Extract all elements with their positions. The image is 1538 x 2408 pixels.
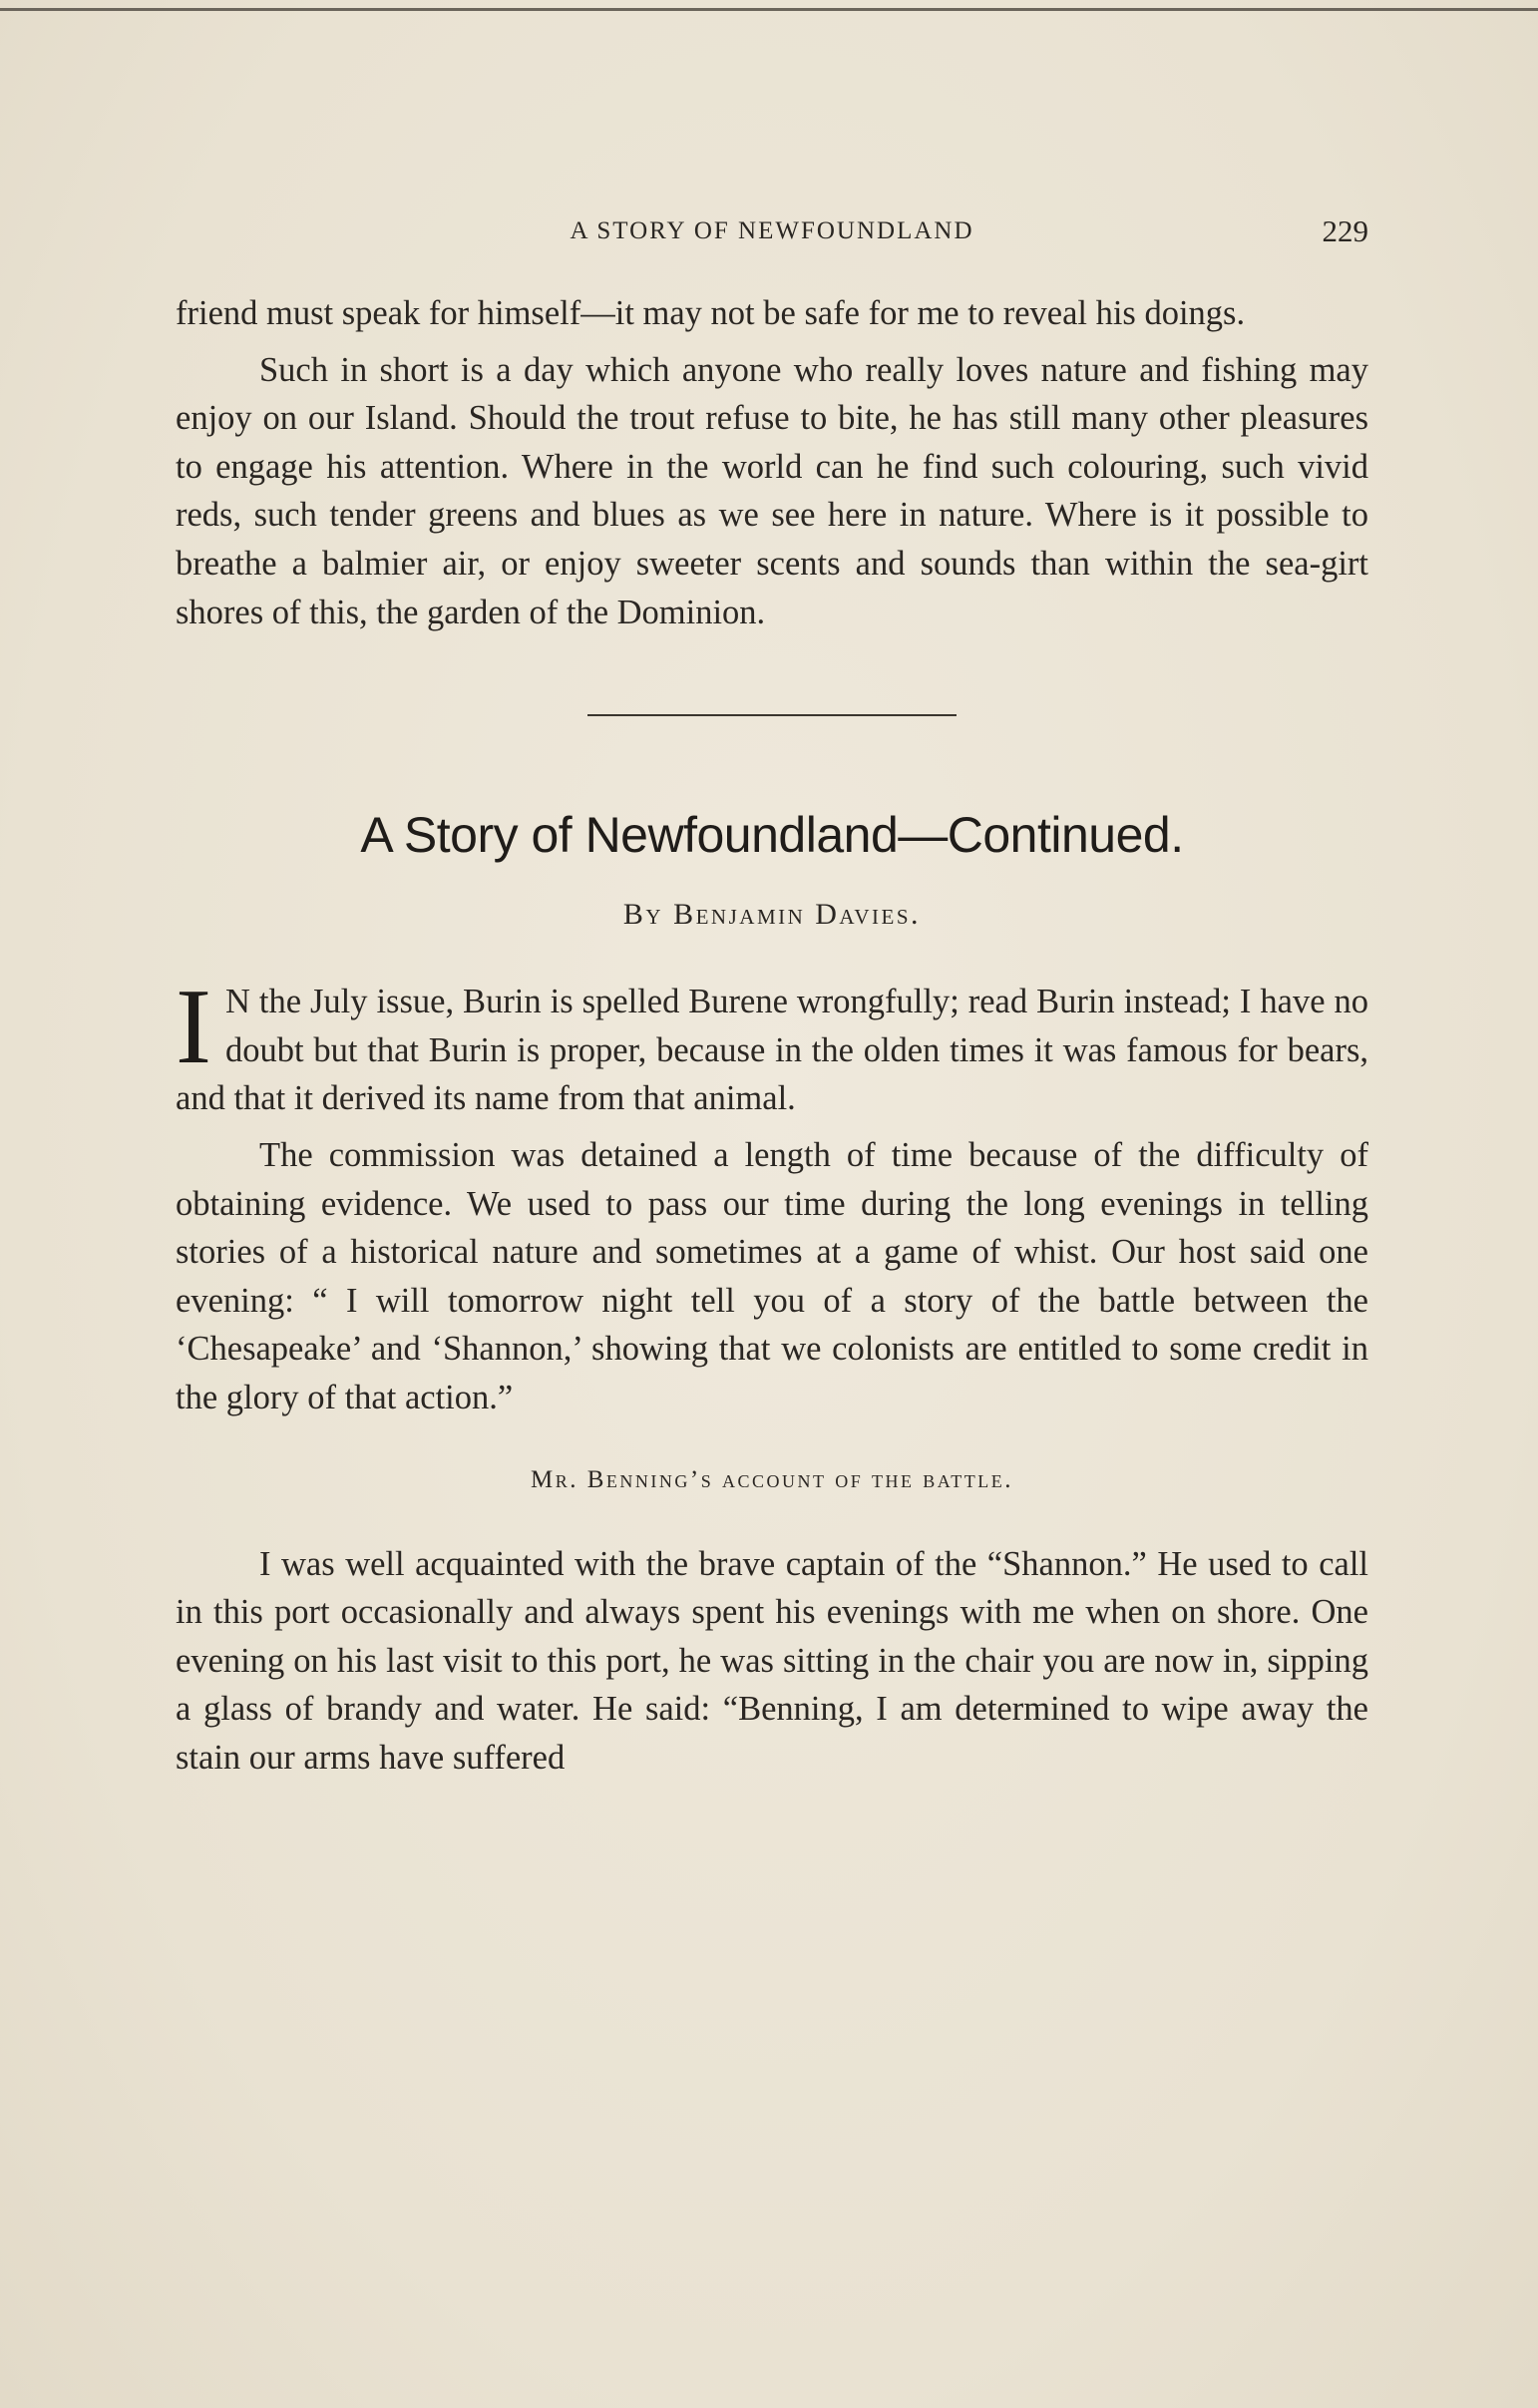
top-rule xyxy=(0,8,1538,11)
byline: By Benjamin Davies. xyxy=(622,898,922,932)
drop-cap: I xyxy=(176,968,211,1087)
article-title: A Story of Newfoundland—Continued. xyxy=(360,807,1184,864)
second-paragraph: The commission was detained a length of time because of the difficulty of obtaining evidence. We used to pass our time during the long evenings in telling stories of a historical nature and sometimes at a game of whist. Our host said one evening: “ I will tomorrow night tell you of a story of the battle between the ‘Chesapeake’ and ‘Shannon,’ showing that we colonists are entitled to some credit in the glory of that action.” xyxy=(176,1135,1368,1416)
first-paragraph: N the July issue, Burin is spelled Burene wrongfully; read Burin instead; I have no doubt but that Burin is proper, because in the olden times it was famous for bears, and that it derived its name from that animal. xyxy=(176,983,1368,1118)
continued-paragraph: friend must speak for himself—it may not be safe for me to reveal his doings. xyxy=(176,294,1246,332)
closing-paragraph: Such in short is a day which anyone who really loves nature and fishing may enjoy on our Island. Should the trout refuse to bite, he has still many other pleasures to engage his attention. Where in the world can he find such colouring, such vivid reds, such tender greens and blues as we see here in nature. Where is it possible to breathe a balmier air, or enjoy sweeter scents and sounds than within the sea-girt shores of this, the garden of the Dominion. xyxy=(176,350,1368,631)
first-paragraph-block xyxy=(176,968,1368,1123)
section-divider xyxy=(587,714,957,716)
page-number: 229 xyxy=(1322,213,1368,248)
page-content xyxy=(176,289,1368,1782)
running-head xyxy=(176,213,1368,257)
section-subheading: Mr. Benning’s account of the battle. xyxy=(531,1465,1013,1493)
running-title: A STORY OF NEWFOUNDLAND xyxy=(570,217,974,244)
third-paragraph: I was well acquainted with the brave captain of the “Shannon.” He used to call in this port occasionally and always spent his evenings with me when on shore. One evening on his last visit to this port, he was sitting in the chair you are now in, sipping a glass of brandy and water. He said: “Benning, I am determined to wipe away the stain our arms have suffered xyxy=(176,1544,1368,1777)
